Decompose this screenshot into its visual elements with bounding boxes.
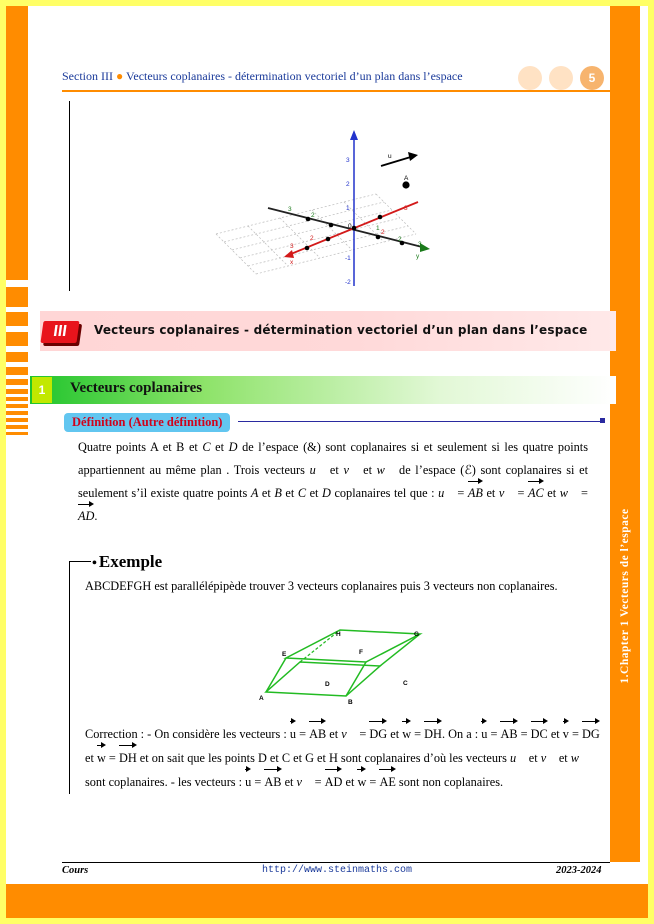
example-frame-top xyxy=(69,561,91,562)
y-tick-m2: -2 xyxy=(345,279,351,286)
x-tick-2a: 2 xyxy=(381,229,385,236)
definition-rule-end xyxy=(600,418,605,423)
header-section: Section III xyxy=(62,69,113,83)
header-circle-2 xyxy=(549,66,573,90)
g-tick-5: 3 xyxy=(288,206,292,213)
section-number: III xyxy=(40,321,79,343)
example-title: • Exemple xyxy=(92,552,162,572)
vertex-c: C xyxy=(403,680,408,687)
g-tick-4: 2 xyxy=(311,212,315,219)
header-bullet: ● xyxy=(115,69,124,83)
subsection-number: 1 xyxy=(32,377,52,403)
definition-label: Définition (Autre définition) xyxy=(64,413,230,432)
example-statement: ABCDEFGH est parallélépipède trouver 3 vecteurs coplanaires puis 3 vecteurs non coplanaires. xyxy=(85,579,558,593)
g-tick-2: 2 xyxy=(398,236,402,243)
definition-rule xyxy=(238,421,602,422)
point-a-label: A xyxy=(404,175,409,182)
header-title: Vecteurs coplanaires - détermination vectoriel d’un plan dans l’espace xyxy=(126,69,463,83)
subsection-title: Vecteurs coplanaires xyxy=(70,380,203,396)
section-title: Vecteurs coplanaires - détermination vectoriel d’un plan dans l’espace xyxy=(94,323,588,337)
vertex-e: E xyxy=(282,651,287,658)
x-axis-label: x xyxy=(290,259,294,266)
vertex-h: H xyxy=(336,631,341,638)
chapter-side-label: 1.Chapter 1 Vecteurs de l’espace xyxy=(619,508,631,684)
running-header xyxy=(62,69,463,84)
footer-url-link[interactable]: http://www.steinmaths.com xyxy=(262,865,413,876)
vertex-d: D xyxy=(325,681,330,688)
footer-year: 2023-2024 xyxy=(556,865,602,876)
footer-rule xyxy=(62,862,610,863)
y-axis-label: y xyxy=(416,253,420,260)
bottom-band xyxy=(6,884,648,918)
parallelepiped-figure xyxy=(256,626,431,706)
g-tick-1: 1 xyxy=(376,225,380,232)
g-tick-3: 3 xyxy=(418,241,422,248)
correction-text: Correction : - On considère les vecteurs : u = AB et v⃗ = DG et w = DH. On a : u = AB = DC et v = DG et w = DH et on sait que les points D et C et G et H sont coplanaires d’où les vecteurs u⃗ et v⃗ et w⃗ sont coplanaires. - les vecteurs : u = AB et v⃗ = AD et w = AE sont non coplanaires. xyxy=(85,722,603,794)
origin-label: 0 xyxy=(348,223,352,230)
header-circle-1 xyxy=(518,66,542,90)
x-tick-3b: 3 xyxy=(290,243,294,250)
vector-u-label: u xyxy=(388,153,392,160)
footer-course: Cours xyxy=(62,865,89,876)
chapter-side-band xyxy=(610,6,640,862)
y-tick-1: 1 xyxy=(346,205,350,212)
page xyxy=(6,6,648,918)
subsection-banner xyxy=(30,376,616,404)
y-tick-3: 3 xyxy=(346,157,350,164)
x-tick-3a: 3 xyxy=(404,205,408,212)
definition-text: Quatre points A et B et C et D de l’espace (&) sont coplanaires si et seulement si les quatre points appartiennent au même plan . Trois vecteurs u⃗ et v⃗ et w⃗ de l’espace (ℰ) sont coplanaires si et seulement s’il existe quatre points A et B et C et D coplanaires tel que : u⃗ = AB et v⃗ = AC et w⃗ = AD. xyxy=(78,436,588,528)
vertex-a: A xyxy=(259,695,264,702)
3d-axes-figure xyxy=(196,124,446,294)
page-number: 5 xyxy=(580,66,604,90)
y-tick-m1: -1 xyxy=(345,255,351,262)
vertex-f: F xyxy=(359,649,363,656)
header-rule xyxy=(62,90,610,92)
figure-frame-line xyxy=(69,101,70,291)
vertex-g: G xyxy=(414,631,420,638)
left-decorative-strip xyxy=(6,6,28,918)
vertex-b: B xyxy=(348,699,353,706)
section-banner xyxy=(40,311,616,351)
y-tick-2: 2 xyxy=(346,181,350,188)
x-tick-2b: 2 xyxy=(310,235,314,242)
example-frame xyxy=(69,561,70,794)
